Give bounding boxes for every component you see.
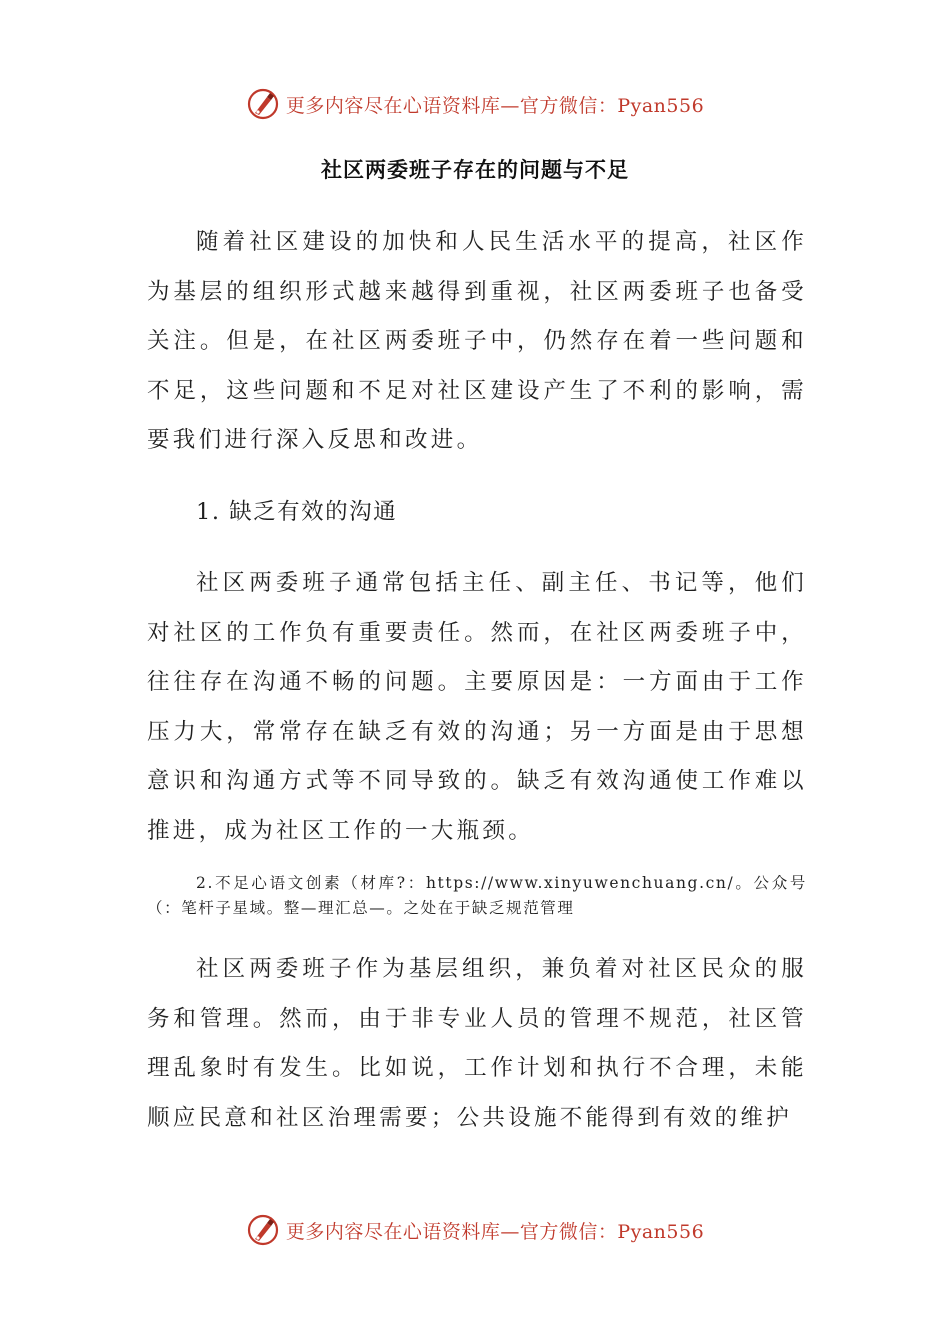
intro-paragraph: 随着社区建设的加快和人民生活水平的提高，社区作为基层的组织形式越来越得到重视，社区两委班子也备受关注。但是，在社区两委班子中，仍然存在着一些问题和不足，这些问题和不足对社区建设产生了不利的影响，需要我们进行深入反思和改进。 bbox=[147, 229, 807, 453]
section-2-paragraph: 社区两委班子作为基层组织，兼负着对社区民众的服务和管理。然而，由于非专业人员的管理不规范，社区管理乱象时有发生。比如说，工作计划和执行不合理，未能顺应民意和社区治理需要；公共设施不能得到有效的维护 bbox=[147, 956, 807, 1131]
section-1-heading: 1. 缺乏有效的沟通 bbox=[196, 498, 398, 525]
document-body bbox=[147, 218, 807, 1143]
pen-nib-seal-icon bbox=[246, 87, 280, 121]
footer-banner-text: 更多内容尽在心语资料库—官方微信：Pyan556 bbox=[285, 1220, 705, 1243]
pen-nib-seal-icon bbox=[246, 1213, 280, 1247]
header-banner bbox=[0, 84, 950, 124]
footer-banner bbox=[0, 1210, 950, 1250]
document-title: 社区两委班子存在的问题与不足 bbox=[321, 157, 629, 182]
section-1-paragraph: 社区两委班子通常包括主任、副主任、书记等，他们对社区的工作负有重要责任。然而，在社区两委班子中，往往存在沟通不畅的问题。主要原因是：一方面由于工作压力大，常常存在缺乏有效的沟通；另一方面是由于思想意识和沟通方式等不同导致的。缺乏有效沟通使工作难以推进，成为社区工作的一大瓶颈。 bbox=[147, 570, 807, 844]
header-banner-text: 更多内容尽在心语资料库—官方微信：Pyan556 bbox=[285, 94, 705, 117]
section-2-heading: 2.不足心语文创素（材库?：https://www.xinyuwenchuang.cn/。公众号（：笔杆子星域。整—理汇总—。之处在于缺乏规范管理 bbox=[147, 874, 807, 917]
